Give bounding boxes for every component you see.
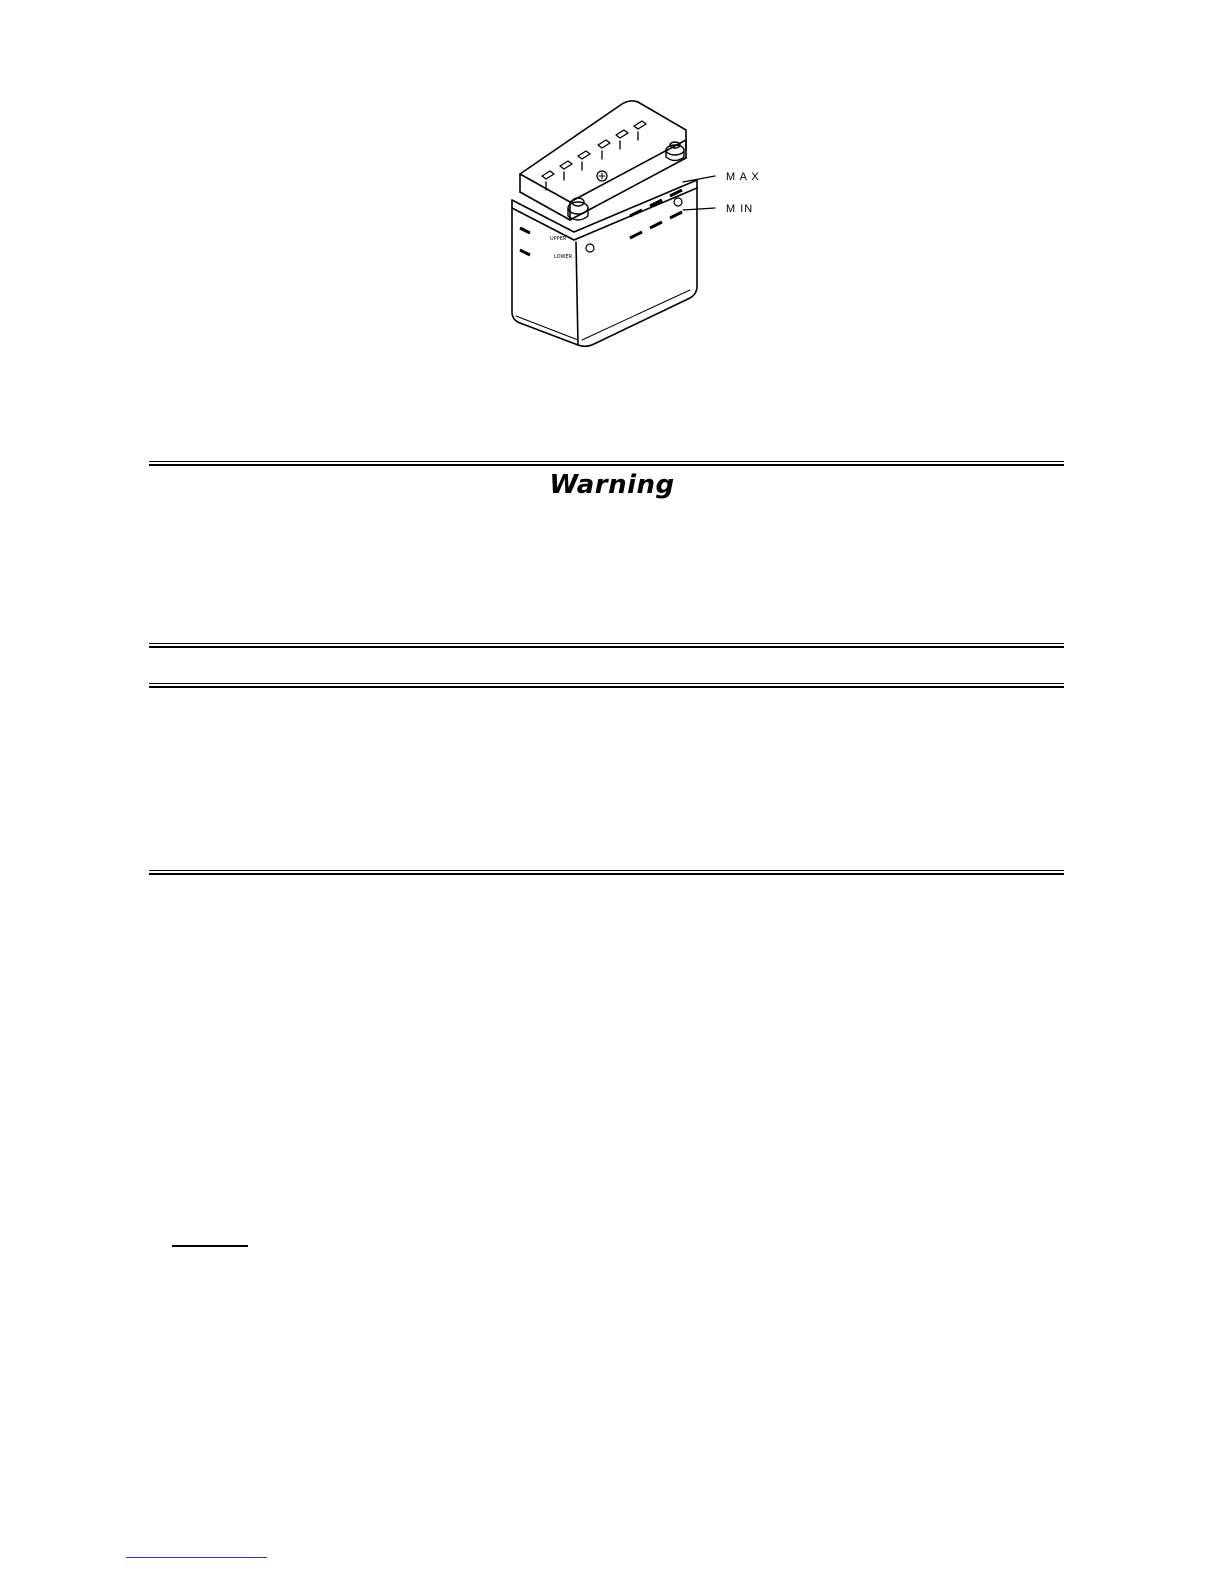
notice-box-bottom-rule [149,870,1064,875]
warning-title: Warning [549,470,675,500]
footnote-separator [126,1557,267,1558]
warning-box-top-rule [149,461,1064,466]
max-level-label: M A X [726,171,760,183]
warning-box-bottom-rule [149,643,1064,648]
case-text-lower: LOWER [554,254,573,260]
note-heading-underline [172,1245,248,1247]
notice-box-top-rule [149,683,1064,688]
min-level-label: M IN [726,203,754,215]
case-text-upper: UPPER [550,236,567,242]
battery-illustration [490,90,780,360]
